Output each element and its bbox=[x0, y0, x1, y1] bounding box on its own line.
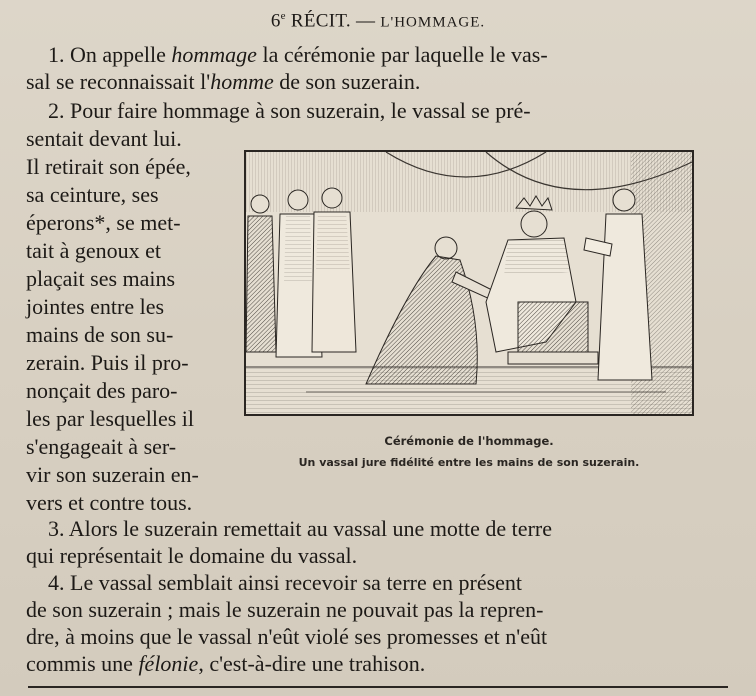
paragraph-2-line-1: 2. Pour faire hommage à son suzerain, le vassal se pré- bbox=[48, 98, 531, 123]
homage-illustration bbox=[244, 150, 694, 416]
p1-italic-homme: homme bbox=[210, 69, 274, 94]
paragraph-4-line-3: dre, à moins que le vassal n'eût violé ses promesses et n'eût bbox=[26, 624, 548, 649]
narrow-line: éperons*, se met- bbox=[26, 210, 181, 235]
narrow-line: les par lesquelles il bbox=[26, 406, 195, 431]
narrow-line: mains de son su- bbox=[26, 322, 174, 347]
narrow-line: vir son suzerain en- bbox=[26, 462, 199, 487]
narrow-line: jointes entre les bbox=[26, 294, 165, 319]
section-number-suffix: e bbox=[280, 10, 286, 22]
paragraph-3-line-2: qui représentait le domaine du vassal. bbox=[26, 543, 358, 568]
p1-text-cont: la cérémonie par laquelle le vas- bbox=[256, 42, 548, 67]
paragraph-1-line-2 bbox=[26, 68, 700, 95]
p1-text: 1. On appelle bbox=[48, 42, 172, 67]
narrow-line: nonçait des paro- bbox=[26, 378, 178, 403]
engraving-drawing bbox=[246, 152, 692, 414]
paragraph-1-line-1 bbox=[26, 41, 700, 68]
header-dash: — bbox=[355, 10, 376, 32]
p4-text: commis une bbox=[26, 651, 139, 676]
bottom-rule bbox=[28, 686, 728, 688]
narrow-line: zerain. Puis il pro- bbox=[26, 350, 189, 375]
narrow-line: tait à genoux et bbox=[26, 238, 162, 263]
illustration-caption-subtitle: Un vassal jure fidélité entre les mains de son suzerain. bbox=[298, 456, 640, 469]
paragraph-4-line-4 bbox=[26, 650, 700, 677]
section-word: RÉCIT. bbox=[290, 10, 351, 32]
paragraph-4-line-2: de son suzerain ; mais le suzerain ne pouvait pas la repren- bbox=[26, 597, 544, 622]
narrow-line: s'engageait à ser- bbox=[26, 434, 177, 459]
p4-text-cont: , c'est-à-dire une trahison. bbox=[198, 651, 426, 676]
p4-italic-felonie: félonie bbox=[138, 651, 199, 676]
p1-text-2-cont: de son suzerain. bbox=[273, 69, 421, 94]
section-number: 6 bbox=[270, 10, 281, 32]
p1-text-2: sal se reconnaissait l' bbox=[26, 69, 211, 94]
p1-italic-term: hommage bbox=[171, 42, 257, 67]
narrow-line: plaçait ses mains bbox=[26, 266, 176, 291]
section-header bbox=[0, 10, 756, 32]
narrow-line: Il retirait son épée, bbox=[26, 154, 191, 179]
illustration-caption-title: Cérémonie de l'hommage. bbox=[384, 434, 554, 448]
narrow-line: vers et contre tous. bbox=[26, 490, 193, 515]
section-title: L'HOMMAGE. bbox=[380, 14, 486, 31]
narrow-line: sa ceinture, ses bbox=[26, 182, 159, 207]
paragraph-4-line-1: 4. Le vassal semblait ainsi recevoir sa terre en présent bbox=[48, 570, 523, 595]
paragraph-3-line-1: 3. Alors le suzerain remettait au vassal une motte de terre bbox=[48, 516, 552, 541]
paragraph-2-line-2: sentait devant lui. bbox=[26, 126, 182, 151]
